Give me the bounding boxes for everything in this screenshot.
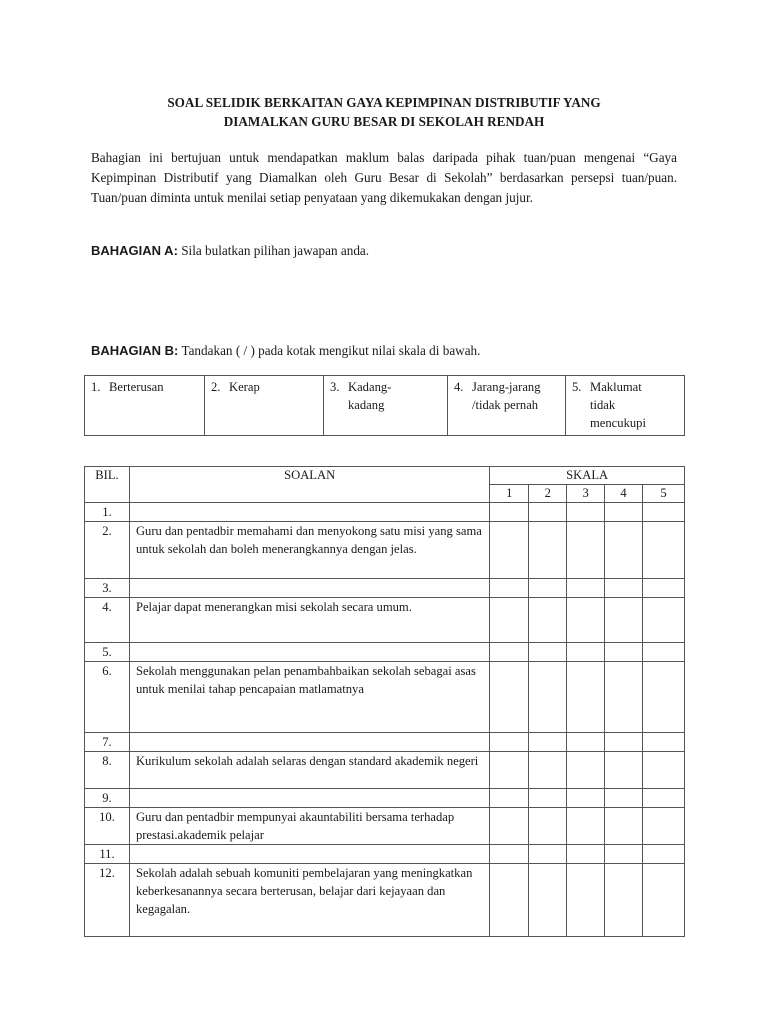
scale-legend-table: [84, 375, 685, 436]
rating-box[interactable]: [643, 808, 685, 845]
rating-box[interactable]: [605, 662, 643, 733]
table-row: 2. Guru dan pentadbir memahami dan menyokong satu misi yang sama untuk sekolah dan boleh menerangkannya dengan jelas.: [85, 522, 685, 579]
rating-box[interactable]: [529, 598, 567, 643]
table-row: 10. Guru dan pentadbir mempunyai akauntabiliti bersama terhadap prestasi.akademik pelajar: [85, 808, 685, 845]
rating-box[interactable]: [643, 643, 685, 662]
rating-box[interactable]: [567, 808, 605, 845]
rating-box[interactable]: [605, 752, 643, 789]
rating-box[interactable]: [529, 733, 567, 752]
rating-box[interactable]: [567, 662, 605, 733]
rating-box[interactable]: [567, 864, 605, 937]
questionnaire-table: [84, 466, 685, 937]
scale-legend-cell: 2. Kerap: [205, 376, 324, 436]
table-row: 1.: [85, 503, 685, 522]
scale-legend-cell: 5. Maklumat tidak mencukupi: [566, 376, 685, 436]
rating-box[interactable]: [643, 864, 685, 937]
rating-box[interactable]: [529, 662, 567, 733]
scale-col-header: 5: [643, 485, 685, 503]
rating-box[interactable]: [529, 845, 567, 864]
scale-legend-cell: 3. Kadang-kadang: [324, 376, 448, 436]
table-row: 12. Sekolah adalah sebuah komuniti pembelajaran yang meningkatkan keberkesanannya secara berterusan, belajar dari kejayaan dan kegagalan.: [85, 864, 685, 937]
rating-box[interactable]: [605, 503, 643, 522]
header-skala: SKALA: [490, 467, 685, 485]
rating-box[interactable]: [643, 789, 685, 808]
table-row: 5.: [85, 643, 685, 662]
table-row: 11.: [85, 845, 685, 864]
rating-box[interactable]: [643, 752, 685, 789]
section-b-instruction: [91, 342, 480, 360]
rating-box[interactable]: [490, 662, 529, 733]
section-b-text: Tandakan ( / ) pada kotak mengikut nilai skala di bawah.: [178, 343, 481, 358]
rating-box[interactable]: [567, 598, 605, 643]
rating-box[interactable]: [529, 522, 567, 579]
scale-legend-cell: 1. Berterusan: [85, 376, 205, 436]
section-a-text: Sila bulatkan pilihan jawapan anda.: [177, 243, 370, 258]
rating-box[interactable]: [490, 503, 529, 522]
rating-box[interactable]: [605, 598, 643, 643]
rating-box[interactable]: [490, 643, 529, 662]
rating-box[interactable]: [643, 733, 685, 752]
table-row: 9.: [85, 789, 685, 808]
rating-box[interactable]: [490, 733, 529, 752]
section-a-label: BAHAGIAN A:: [91, 243, 178, 258]
rating-box[interactable]: [490, 522, 529, 579]
table-row: 4. Pelajar dapat menerangkan misi sekolah secara umum.: [85, 598, 685, 643]
scale-col-header: 4: [605, 485, 643, 503]
rating-box[interactable]: [490, 579, 529, 598]
rating-box[interactable]: [605, 579, 643, 598]
rating-box[interactable]: [490, 789, 529, 808]
rating-box[interactable]: [605, 789, 643, 808]
document-title-line-2: DIAMALKAN GURU BESAR DI SEKOLAH RENDAH: [223, 114, 545, 129]
rating-box[interactable]: [567, 733, 605, 752]
table-row: 8. Kurikulum sekolah adalah selaras dengan standard akademik negeri: [85, 752, 685, 789]
rating-box[interactable]: [643, 598, 685, 643]
section-b-label: BAHAGIAN B:: [91, 343, 179, 358]
rating-box[interactable]: [567, 503, 605, 522]
rating-box[interactable]: [490, 864, 529, 937]
rating-box[interactable]: [490, 598, 529, 643]
rating-box[interactable]: [529, 808, 567, 845]
scale-col-header: 2: [529, 485, 567, 503]
rating-box[interactable]: [567, 579, 605, 598]
scale-col-header: 1: [490, 485, 529, 503]
rating-box[interactable]: [490, 752, 529, 789]
header-bil: BIL.: [85, 467, 130, 503]
rating-box[interactable]: [567, 643, 605, 662]
header-soalan: SOALAN: [129, 467, 489, 503]
rating-box[interactable]: [605, 808, 643, 845]
rating-box[interactable]: [529, 752, 567, 789]
rating-box[interactable]: [529, 864, 567, 937]
intro-paragraph: Bahagian ini bertujuan untuk mendapatkan maklum balas daripada pihak tuan/puan mengenai “Gaya Kepimpinan Distributif yang Diamalkan oleh Guru Besar di Sekolah” berdasarkan persepsi tuan/puan. Tuan/puan diminta untuk menilai setiap penyataan yang dikemukakan dengan jujur.: [91, 150, 677, 205]
rating-box[interactable]: [643, 579, 685, 598]
rating-box[interactable]: [567, 752, 605, 789]
table-row: 3.: [85, 579, 685, 598]
document-title-line-1: SOAL SELIDIK BERKAITAN GAYA KEPIMPINAN DISTRIBUTIF YANG: [167, 95, 601, 110]
rating-box[interactable]: [567, 845, 605, 864]
rating-box[interactable]: [605, 733, 643, 752]
rating-box[interactable]: [643, 845, 685, 864]
rating-box[interactable]: [529, 643, 567, 662]
rating-box[interactable]: [529, 503, 567, 522]
rating-box[interactable]: [605, 864, 643, 937]
table-row: 7.: [85, 733, 685, 752]
rating-box[interactable]: [643, 503, 685, 522]
scale-col-header: 3: [567, 485, 605, 503]
rating-box[interactable]: [490, 845, 529, 864]
rating-box[interactable]: [605, 522, 643, 579]
table-row: 6. Sekolah menggunakan pelan penambahbaikan sekolah sebagai asas untuk menilai tahap pencapaian matlamatnya: [85, 662, 685, 733]
rating-box[interactable]: [490, 808, 529, 845]
rating-box[interactable]: [605, 643, 643, 662]
rating-box[interactable]: [567, 789, 605, 808]
rating-box[interactable]: [567, 522, 605, 579]
section-a-instruction: [91, 242, 369, 260]
rating-box[interactable]: [605, 845, 643, 864]
rating-box[interactable]: [529, 789, 567, 808]
scale-legend-cell: 4. Jarang-jarang /tidak pernah: [448, 376, 566, 436]
rating-box[interactable]: [643, 662, 685, 733]
rating-box[interactable]: [529, 579, 567, 598]
rating-box[interactable]: [643, 522, 685, 579]
